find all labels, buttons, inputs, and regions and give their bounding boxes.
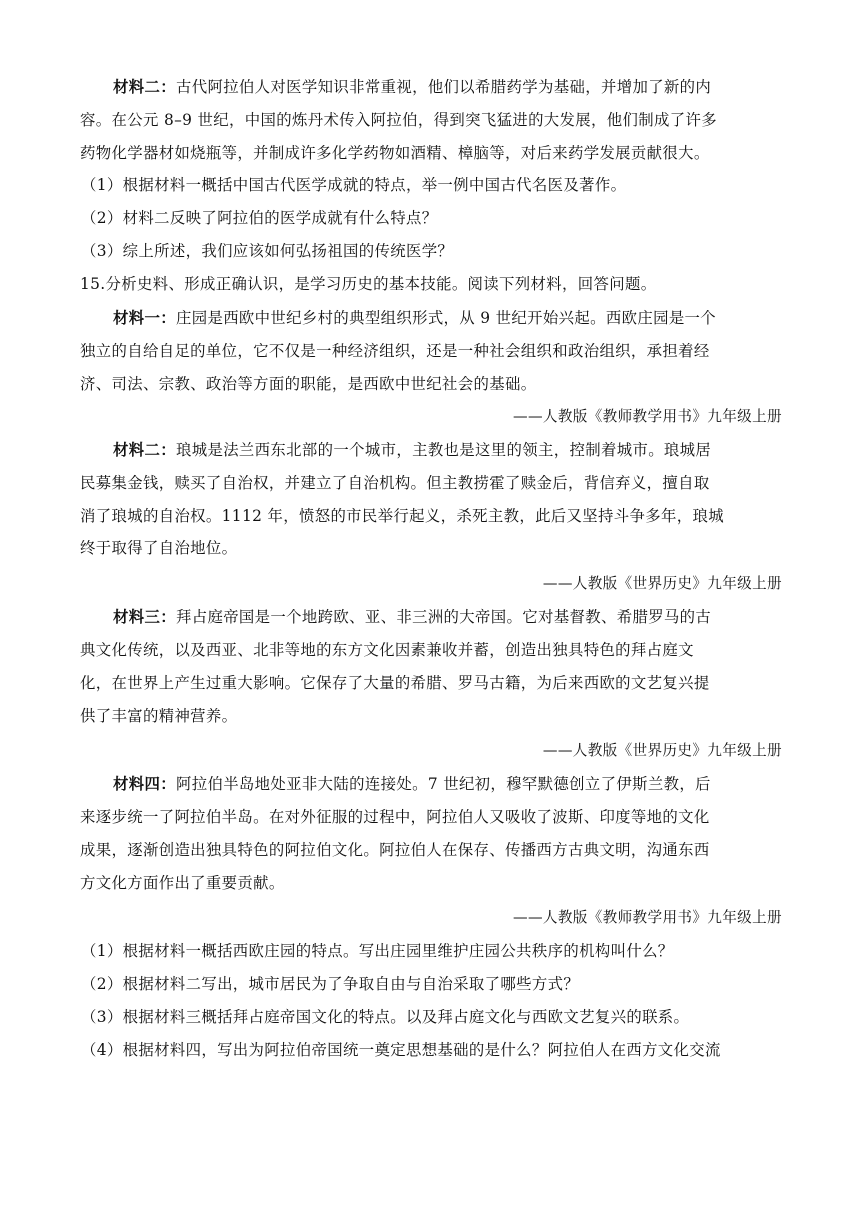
material-1-source: ——人教版《教师教学用书》九年级上册 [513,408,782,425]
question-item: （3）综上所述，我们应该如何弘扬祖国的传统医学？ [81,242,454,260]
material-label: 材料四： [113,775,176,793]
material-label: 材料三： [113,608,176,626]
material-1-line-1: 材料一：庄园是西欧中世纪乡村的典型组织形式，从 9 世纪开始兴起。西欧庄园是一个 [113,309,717,327]
question-item: （1）根据材料一概括中国古代医学成就的特点，举一例中国古代名医及著作。 [81,176,627,194]
question-item: （2）材料二反映了阿拉伯的医学成就有什么特点？ [81,209,438,227]
material-2a-line-3: 药物化学器材如烧瓶等，并制成许多化学药物如酒精、樟脑等，对后来药学发展贡献很大。 [80,144,710,162]
material-label: 材料一： [113,309,176,327]
material-label: 材料二： [113,441,176,459]
material-2-line-2: 民募集金钱，赎买了自治权，并建立了自治机构。但主教捞霍了赎金后，背信弃义，擅自取 [80,474,710,492]
material-label: 材料二： [113,78,176,96]
material-4-line-4: 方文化方面作出了重要贡献。 [80,874,285,892]
material-2-source: ——人教版《世界历史》九年级上册 [542,575,782,592]
material-2-line-4: 终于取得了自治地位。 [80,539,238,557]
material-3-line-3: 化，在世界上产生过重大影响。它保存了大量的希腊、罗马古籍，为后来西欧的文艺复兴提 [80,674,710,692]
material-2a-line-2: 容。在公元 8–9 世纪，中国的炼丹术传入阿拉伯，得到突飞猛进的大发展，他们制成了许多 [80,111,717,129]
material-3-line-1: 材料三：拜占庭帝国是一个地跨欧、亚、非三洲的大帝国。它对基督教、希腊罗马的古 [113,608,712,626]
material-4-line-1: 材料四：阿拉伯半岛地处亚非大陆的连接处。7 世纪初，穆罕默德创立了伊斯兰教，后 [113,775,711,793]
material-3-line-4: 供了丰富的精神营养。 [80,707,238,725]
material-4-source: ——人教版《教师教学用书》九年级上册 [513,909,782,926]
material-2a-line-1: 材料二：古代阿拉伯人对医学知识非常重视，他们以希腊药学为基础，并增加了新的内 [113,78,712,96]
material-1-line-3: 济、司法、宗教、政治等方面的职能，是西欧中世纪社会的基础。 [80,375,537,393]
material-3-line-2: 典文化传统，以及西亚、北非等地的东方文化因素兼收并蓄，创造出独具特色的拜占庭文 [80,641,694,659]
material-3-source: ——人教版《世界历史》九年级上册 [542,742,782,759]
material-4-line-2: 来逐步统一了阿拉伯半岛。在对外征服的过程中，阿拉伯人又吸收了波斯、印度等地的文化 [80,808,710,826]
material-2-line-1: 材料二：琅城是法兰西东北部的一个城市，主教也是这里的领主，控制着城市。琅城居 [113,441,712,459]
question-item: （2）根据材料二写出，城市居民为了争取自由与自治采取了哪些方式？ [81,975,580,993]
question-15-prompt: 15.分析史料、形成正确认识，是学习历史的基本技能。阅读下列材料，回答问题。 [80,275,657,293]
question-item: （4）根据材料四，写出为阿拉伯帝国统一奠定思想基础的是什么？阿拉伯人在西方文化交流 [81,1041,721,1059]
question-item: （3）根据材料三概括拜占庭帝国文化的特点。以及拜占庭文化与西欧文艺复兴的联系。 [81,1008,690,1026]
material-4-line-3: 成果，逐渐创造出独具特色的阿拉伯文化。阿拉伯人在保存、传播西方古典文明，沟通东西 [80,841,710,859]
material-2-line-3: 消了琅城的自治权。1112 年，愤怒的市民举行起义，杀死主教，此后又坚持斗争多年，琅城 [80,507,724,525]
question-item: （1）根据材料一概括西欧庄园的特点。写出庄园里维护庄园公共秩序的机构叫什么？ [81,942,674,960]
material-1-line-2: 独立的自给自足的单位，它不仅是一种经济组织，还是一种社会组织和政治组织，承担着经 [80,342,710,360]
